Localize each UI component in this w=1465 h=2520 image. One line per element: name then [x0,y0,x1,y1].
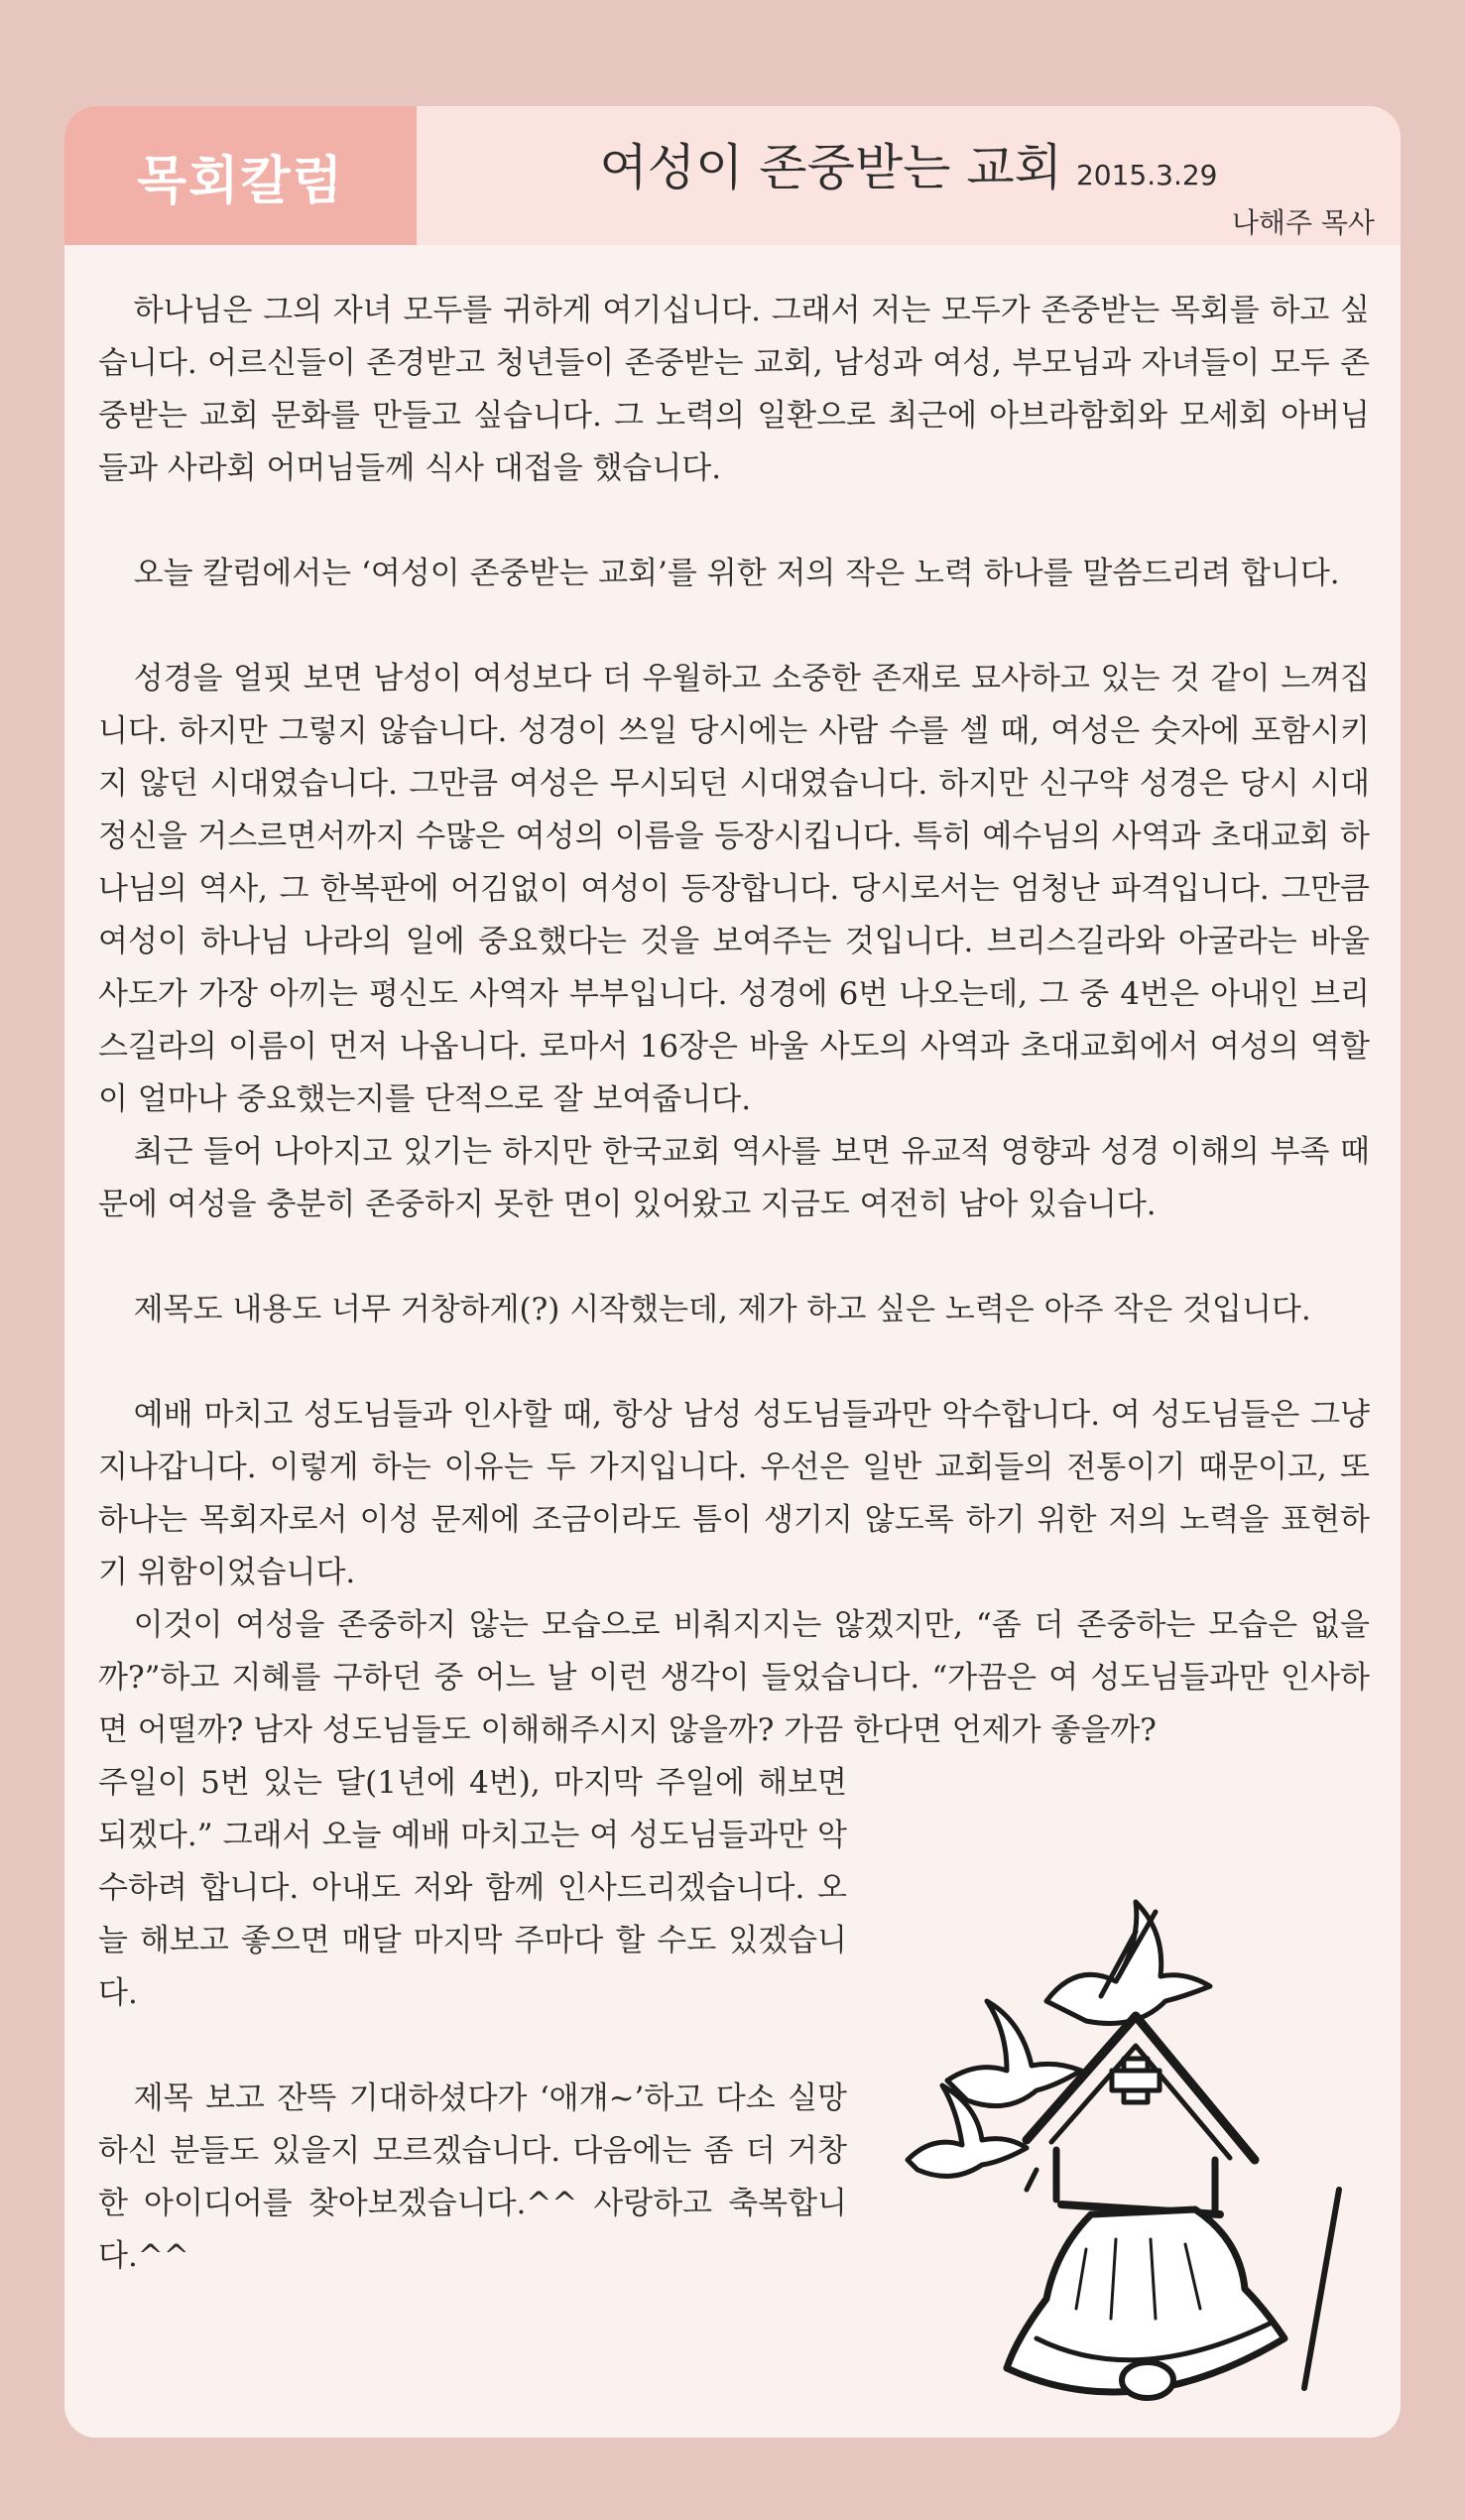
paragraph: 제목도 내용도 너무 거창하게(?) 시작했는데, 제가 하고 싶은 노력은 아주 작은 것입니다. [133,1292,1311,1327]
column-title: 여성이 존중받는 교회 [599,139,1062,196]
category-label: 목회칼럼 [137,151,344,211]
column-category-tab [64,106,417,245]
church-bell-with-doves-icon [888,1872,1364,2428]
column-header [64,106,1401,245]
paragraph: 이것이 여성을 존중하지 않는 모습으로 비춰지지는 않겠지만, “좀 더 존중하는 모습은 없을까?”하고 지혜를 구하던 중 어느 날 이런 생각이 들었습니다. “가끔은 여 성도님들과만 인사하면 어떨까? 남자 성도님들도 이해해주시지 않을까? 가끔 한다면 언제가 좋을까? [98,1607,1370,1748]
narrow-column [98,1757,847,2283]
paragraph: 오늘 칼럼에서는 ‘여성이 존중받는 교회’를 위한 저의 작은 노력 하나를 말씀드리려 합니다. [133,556,1340,591]
column-author: 나해주 목사 [1231,206,1375,239]
paragraph: 제목 보고 잔뜩 기대하셨다가 ‘애걔~’하고 다소 실망하신 분들도 있을지 모르겠습니다. 다음에는 좀 더 거창한 아이디어를 찾아보겠습니다.^^ 사랑하고 축복합니다.^^ [98,2080,847,2274]
paragraph: 예배 마치고 성도님들과 인사할 때, 항상 남성 성도님들과만 악수합니다. 여 성도님들은 그냥 지나갑니다. 이렇게 하는 이유는 두 가지입니다. 우선은 일반 교회들의 전통이기 때문이고, 또 하나는 목회자로서 이성 문제에 조금이라도 틈이 생기지 않도록 하기 위한 저의 노력을 표현하기 위함이었습니다. [98,1397,1370,1590]
paragraph: 성경을 얼핏 보면 남성이 여성보다 더 우월하고 소중한 존재로 묘사하고 있는 것 같이 느껴집니다. 하지만 그렇지 않습니다. 성경이 쓰일 당시에는 사람 수를 셀 때, 여성은 숫자에 포함시키지 않던 시대였습니다. 그만큼 여성은 무시되던 시대였습니다. 하지만 신구약 성경은 당시 시대정신을 거스르면서까지 수많은 여성의 이름을 등장시킵니다. 특히 예수님의 사역과 초대교회 하나님의 역사, 그 한복판에 어김없이 여성이 등장합니다. 당시로서는 엄청난 파격입니다. 그만큼 여성이 하나님 나라의 일에 중요했다는 것을 보여주는 것입니다. 브리스길라와 아굴라는 바울 사도가 가장 아끼는 평신도 사역자 부부입니다. 성경에 6번 나오는데, 그 중 4번은 아내인 브리스길라의 이름이 먼저 나옵니다. 로마서 16장은 바울 사도의 사역과 초대교회에서 여성의 역할이 얼마나 중요했는지를 단적으로 잘 보여줍니다. [98,661,1370,1117]
paragraph: 주일이 5번 있는 달(1년에 4번), 마지막 주일에 해보면 되겠다.” 그래서 오늘 예배 마치고는 여 성도님들과만 악수하려 합니다. 아내도 저와 함께 인사드리겠습니다. 오늘 해보고 좋으면 매달 마지막 주마다 할 수도 있겠습니다. [98,1765,847,2011]
title-row [417,128,1401,199]
paragraph: 하나님은 그의 자녀 모두를 귀하게 여기십니다. 그래서 저는 모두가 존중받는 목회를 하고 싶습니다. 어르신들이 존경받고 청년들이 존중받는 교회, 남성과 여성, 부모님과 자녀들이 모두 존중받는 교회 문화를 만들고 싶습니다. 그 노력의 일환으로 최근에 아브라함회와 모세회 아버님들과 사라회 어머님들께 식사 대접을 했습니다. [98,293,1370,486]
column-date: 2015.3.29 [1075,159,1218,191]
column-card [64,106,1401,2438]
paragraph: 최근 들어 나아지고 있기는 하지만 한국교회 역사를 보면 유교적 영향과 성경 이해의 부족 때문에 여성을 충분히 존중하지 못한 면이 있어왔고 지금도 여전히 남아 있습니다. [98,1134,1370,1222]
